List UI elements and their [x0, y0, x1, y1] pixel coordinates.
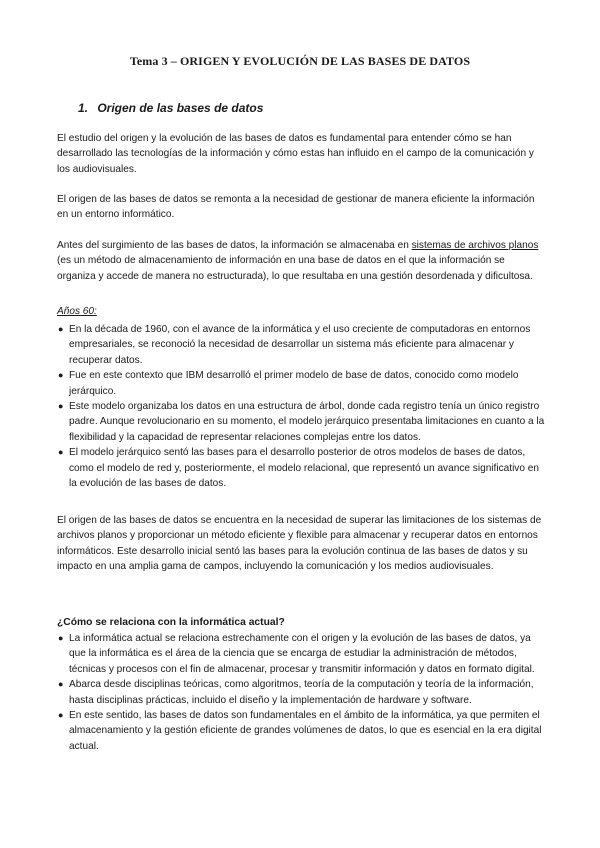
list-item-text: El modelo jerárquico sentó las bases para el desarrollo posterior de otros modelos de bases de datos, como el modelo de red y, posteriormente, el modelo relacional, que representó un avance significativo en la evolución de las bases de datos. [69, 447, 539, 490]
list-item [57, 631, 545, 677]
section-number: 1. [78, 101, 89, 115]
bullet-icon: ● [58, 447, 64, 458]
list-item-text: Abarca desde disciplinas teóricas, como algoritmos, teoría de la computación y teoría de la información, hasta disciplinas prácticas, incluido el diseño y la implementación de hardware y software. [69, 679, 534, 706]
flat-files-paragraph [57, 238, 543, 284]
list-item [57, 399, 545, 445]
anos60-label: Años 60: [57, 306, 97, 317]
list-item-text: Este modelo organizaba los datos en una estructura de árbol, donde cada registro tenía un único registro padre. Aunque revolucionario en su momento, el modelo jerárquico presentaba limitaciones en cuanto a la flexibilidad y la capacidad de representar relaciones complejas entre los datos. [69, 401, 545, 443]
intro-paragraph: El estudio del origen y la evolución de las bases de datos es fundamental para entender cómo se han desarrollado las tecnologías de la información y cómo estas han influido en el campo de la comunicación y los audiovisuales. [57, 133, 534, 175]
bullet-icon: ● [58, 401, 64, 412]
flat-files-text-before: Antes del surgimiento de las bases de datos, la información se almacenaba en [57, 240, 412, 251]
list-item [57, 445, 545, 491]
bullet-icon: ● [58, 633, 64, 643]
bullet-icon: ● [58, 679, 64, 690]
list-item-text: Fue en este contexto que IBM desarrolló el primer modelo de base de datos, conocido como modelo jerárquico. [69, 370, 519, 397]
list-item-text: En este sentido, las bases de datos son fundamentales en el ámbito de la informática, ya que permiten el almacenamiento y la gestión eficiente de grandes volúmenes de datos, lo que es esencial en la era digital actual. [69, 710, 542, 752]
section-heading-text: Origen de las bases de datos [97, 101, 264, 115]
origin-paragraph: El origen de las bases de datos se remonta a la necesidad de gestionar de manera eficiente la información en un entorno informático. [57, 194, 535, 221]
flat-files-text-after: (es un método de almacenamiento de información en una base de datos en el que la información se organiza y accede de manera no estructurada), lo que resultaba en una gestión desordenada y dificultosa. [57, 255, 533, 282]
anos60-list [57, 322, 545, 491]
bullet-icon: ● [58, 324, 64, 334]
section-heading [78, 101, 263, 115]
list-item [57, 708, 545, 754]
flat-files-term: sistemas de archivos planos [411, 240, 539, 251]
list-item-text: En la década de 1960, con el avance de la informática y el uso creciente de computadoras en entornos empresariales, se reconoció la necesidad de desarrollar un sistema más eficiente para almacenar y recuperar datos. [69, 324, 531, 366]
list-item-text: La informática actual se relaciona estrechamente con el origen y la evolución de las bases de datos, ya que la informática es el área de la ciencia que se encarga de estudiar la administración de métodos, técnicas y procesos con el fin de almacenar, procesar y transmitir información y datos en formato digital. [69, 633, 535, 675]
informatica-question: ¿Cómo se relaciona con la informática actual? [57, 617, 285, 628]
bullet-icon: ● [58, 370, 64, 381]
list-item [57, 368, 545, 399]
summary-paragraph: El origen de las bases de datos se encuentra en la necesidad de superar las limitaciones de los sistemas de archivos planos y proporcionar un método eficiente y flexible para almacenar y recuperar datos en entornos informáticos. Este desarrollo inicial sentó las bases para la evolución continua de las bases de datos y su impacto en una amplia gama de campos, incluyendo la comunicación y los medios audiovisuales. [57, 515, 542, 573]
informatica-list [57, 631, 545, 754]
bullet-icon: ● [58, 710, 64, 721]
list-item [57, 322, 545, 368]
list-item [57, 677, 545, 708]
document-title: Tema 3 – ORIGEN Y EVOLUCIÓN DE LAS BASES DE DATOS [129, 54, 471, 68]
